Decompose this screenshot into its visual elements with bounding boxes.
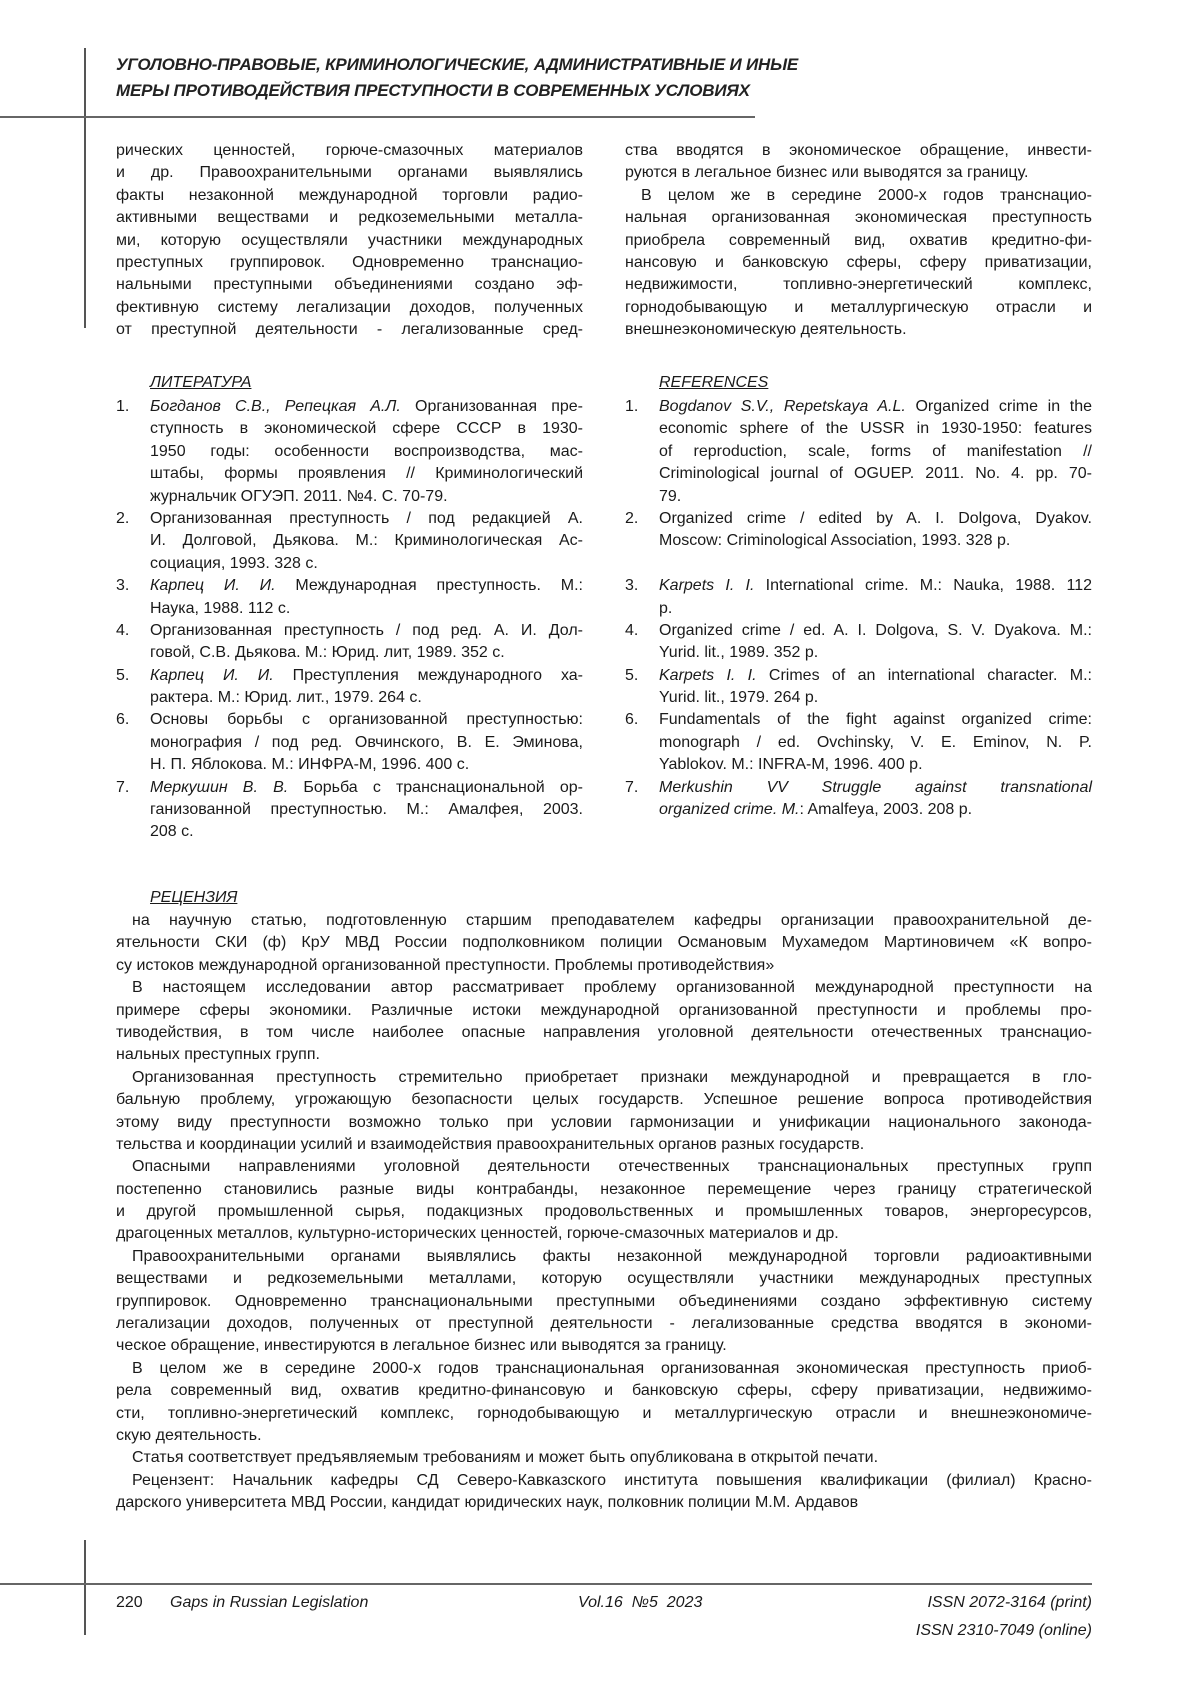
- reference-text: [659, 777, 1092, 844]
- reference-line-text: 79.: [659, 488, 681, 505]
- reference-line-text: organized crime. M.: Amalfeya, 2003. 208 p.: [659, 801, 972, 818]
- reference-line: [659, 709, 1092, 731]
- body-text-line: от преступной деятельности - легализованные сред-: [116, 319, 583, 341]
- review-heading: РЕЦЕНЗИЯ: [150, 887, 237, 909]
- review-text-line: тиводействия, в том числе наиболее опасные направления уголовной деятельности отечественных транснацио-: [116, 1022, 1092, 1044]
- reference-line-text: И. Долговой, Дьякова. М.: Криминологическая Ас-: [150, 532, 583, 549]
- reference-line-text: Yurid. lit., 1979. 264 p.: [659, 689, 818, 706]
- reference-number: 1.: [116, 396, 150, 508]
- journal-name: Gaps in Russian Legislation: [170, 1594, 368, 1612]
- reference-line-text: of reproduction, scale, forms of manifestation //: [659, 443, 1092, 460]
- reference-authors: Карпец И. И.: [150, 667, 274, 684]
- reference-line: [659, 620, 1092, 642]
- reference-line-text: социация, 1993. 328 с.: [150, 555, 318, 572]
- reference-text: [659, 709, 1092, 776]
- reference-text: [150, 665, 583, 710]
- reference-item-ru: [116, 508, 583, 575]
- reference-text: [659, 508, 1092, 575]
- review-text-line: веществами и редкоземельными металлами, которую осуществляли участники международных преступных: [116, 1268, 1092, 1290]
- review-text-line: и другой промышленной сырья, подакцизных продовольственных и промышленных товаров, энергоресурсов,: [116, 1201, 1092, 1223]
- reference-number: 7.: [116, 777, 150, 844]
- reference-item-en: [625, 575, 1092, 620]
- reference-line-text: Organized crime / ed. A. I. Dolgova, S. V. Dyakova. M.:: [659, 622, 1092, 639]
- reference-text: [659, 620, 1092, 665]
- reference-line: [659, 754, 1092, 776]
- page-number: 220: [116, 1594, 143, 1612]
- reference-number: 5.: [116, 665, 150, 710]
- reference-line-text: Yablokov. M.: INFRA-M, 1996. 400 p.: [659, 756, 923, 773]
- reference-text: [150, 396, 583, 508]
- body-text-line: ми, которую осуществляли участники международных: [116, 230, 583, 252]
- review-body: [116, 910, 1092, 1515]
- body-text-line: нальными преступными объединениями создано эф-: [116, 274, 583, 296]
- reference-line: [150, 598, 583, 620]
- reference-line: [659, 530, 1092, 552]
- review-text-line: бальную проблему, угрожающую безопасности целых государств. Успешное решение вопроса противодействия: [116, 1089, 1092, 1111]
- review-text-line: легализации доходов, полученных от преступной деятельности - легализованные средства вводятся в экономи-: [116, 1313, 1092, 1335]
- reference-line: [150, 620, 583, 642]
- body-text-line: руются в легальное бизнес или выводятся за границу.: [625, 162, 1092, 184]
- reference-number: 7.: [625, 777, 659, 844]
- review-text-line: скую деятельность.: [116, 1425, 1092, 1447]
- review-text-line: Правоохранительными органами выявлялись факты незаконной международной торговли радиоактивными: [116, 1246, 1092, 1268]
- review-text-line: на научную статью, подготовленную старшим преподавателем кафедры организации правоохранительной де-: [116, 910, 1092, 932]
- review-text-line: Рецензент: Начальник кафедры СД Северо-Кавказского института повышения квалификации (филиал) Красно-: [116, 1470, 1092, 1492]
- body-text-line: активными веществами и редкоземельными металла-: [116, 207, 583, 229]
- reference-line-text: Организованная пре-: [415, 398, 583, 415]
- reference-line: [150, 754, 583, 776]
- reference-authors: Карпец И. И.: [150, 577, 276, 594]
- reference-item-ru: [116, 396, 583, 508]
- section-title-line: МЕРЫ ПРОТИВОДЕЙСТВИЯ ПРЕСТУПНОСТИ В СОВРЕМЕННЫХ УСЛОВИЯХ: [116, 78, 798, 104]
- reference-line-text: журнальчик ОГУЭП. 2011. №4. С. 70-79.: [150, 488, 448, 505]
- issue-info: Vol.16 №5 2023: [578, 1594, 702, 1612]
- reference-line: [150, 687, 583, 709]
- issn-print: ISSN 2072-3164 (print): [927, 1594, 1092, 1612]
- reference-line: [659, 418, 1092, 440]
- literature-heading-en: REFERENCES: [659, 372, 768, 394]
- reference-line: [150, 777, 583, 799]
- reference-line-text: Organized crime / edited by A. I. Dolgova, Dyakov.: [659, 510, 1092, 527]
- reference-number: 4.: [625, 620, 659, 665]
- reference-line-text: Преступления международного ха-: [293, 667, 583, 684]
- reference-item-en: [625, 665, 1092, 710]
- reference-line-text: Основы борьбы с организованной преступностью:: [150, 711, 583, 728]
- reference-text: [150, 777, 583, 844]
- reference-number: 4.: [116, 620, 150, 665]
- reference-line-text: monograph / ed. Ovchinsky, V. E. Eminov, N. P.: [659, 734, 1092, 751]
- footer-horizontal-rule: [0, 1583, 1092, 1585]
- reference-line-text: Международная преступность. М.:: [295, 577, 583, 594]
- reference-number: 6.: [116, 709, 150, 776]
- reference-authors: Bogdanov S.V., Repetskaya A.L.: [659, 398, 906, 415]
- reference-line-text: штабы, формы проявления // Криминологический: [150, 465, 583, 482]
- reference-line: [659, 799, 1092, 821]
- body-text-line: внешнеэкономическую деятельность.: [625, 319, 1092, 341]
- reference-number: 6.: [625, 709, 659, 776]
- reference-line-text: 208 с.: [150, 823, 194, 840]
- body-right-column: [625, 140, 1092, 342]
- reference-line: [659, 396, 1092, 418]
- reference-line: [659, 687, 1092, 709]
- reference-number: 3.: [625, 575, 659, 620]
- reference-line-text: Yurid. lit., 1989. 352 p.: [659, 644, 818, 661]
- reference-line-text: Организованная преступность / под редакцией А.: [150, 510, 583, 527]
- review-text-line: ческое обращение, инвестируются в легальное бизнес или выводятся за границу.: [116, 1335, 1092, 1357]
- reference-line-text: Организованная преступность / под ред. А. И. Дол-: [150, 622, 583, 639]
- reference-line: [659, 441, 1092, 463]
- reference-item-en: [625, 396, 1092, 508]
- body-text-line: нансовую и банковскую сферы, сферу приватизации,: [625, 252, 1092, 274]
- reference-line-text: Criminological journal of OGUEP. 2011. No. 4. pp. 70-: [659, 465, 1092, 482]
- reference-line: [659, 486, 1092, 508]
- review-text-line: ятельности СКИ (ф) КрУ МВД России подполковником полиции Османовым Мухамедом Мартиновичем «К вопро-: [116, 932, 1092, 954]
- reference-line-text: говой, С.В. Дьякова. М.: Юрид. лит, 1989. 352 с.: [150, 644, 505, 661]
- reference-line: [659, 575, 1092, 597]
- review-text-line: этому виду преступности возможно только при условии гармонизации и унификации национального законода-: [116, 1112, 1092, 1134]
- reference-number: 2.: [625, 508, 659, 575]
- reference-authors: Меркушин В. В.: [150, 779, 288, 796]
- header-vertical-rule: [84, 48, 86, 328]
- body-left-column: [116, 140, 583, 342]
- review-text-line: дарского университета МВД России, кандидат юридических наук, полковник полиции М.М. Ардавов: [116, 1492, 1092, 1514]
- reference-line: [150, 396, 583, 418]
- review-text-line: В целом же в середине 2000-х годов транснациональная организованная экономическая преступность приоб-: [116, 1358, 1092, 1380]
- reference-authors: Karpets I. I.: [659, 577, 754, 594]
- reference-text: [659, 575, 1092, 620]
- reference-line-text: рактера. М.: Юрид. лит., 1979. 264 с.: [150, 689, 422, 706]
- review-text-line: тельства и координации усилий и взаимодействия правоохранительных органов разных государств.: [116, 1134, 1092, 1156]
- reference-line: [150, 553, 583, 575]
- reference-item-en: [625, 709, 1092, 776]
- reference-line: [659, 777, 1092, 799]
- reference-line-text: 1950 годы: особенности воспроизводства, мас-: [150, 443, 583, 460]
- reference-line: [150, 486, 583, 508]
- review-text-line: группировок. Одновременно транснациональными преступными объединениями создано эффективную систему: [116, 1291, 1092, 1313]
- body-text-line: В целом же в середине 2000-х годов транснацио-: [625, 185, 1092, 207]
- review-text-line: Организованная преступность стремительно приобретает признаки международной и превращается в гло-: [116, 1067, 1092, 1089]
- body-text-line: фективную систему легализации доходов, полученных: [116, 297, 583, 319]
- review-text-line: су истоков международной организованной преступности. Проблемы противодействия»: [116, 955, 1092, 977]
- reference-text: [150, 508, 583, 575]
- reference-item-en: [625, 777, 1092, 844]
- reference-line: [150, 508, 583, 530]
- body-text-line: нальная организованная экономическая преступность: [625, 207, 1092, 229]
- review-text-line: Статья соответствует предъявляемым требованиям и может быть опубликована в открытой печати.: [116, 1447, 1092, 1469]
- reference-line-text: ступность в экономической сфере СССР в 1930-: [150, 420, 583, 437]
- reference-line: [659, 642, 1092, 664]
- reference-line-text: International crime. M.: Nauka, 1988. 112: [766, 577, 1092, 594]
- review-text-line: сти, топливно-энергетический комплекс, горнодобывающую и металлургическую отрасли и внешнеэкономиче-: [116, 1403, 1092, 1425]
- reference-line: [659, 665, 1092, 687]
- reference-item-ru: [116, 777, 583, 844]
- reference-line: [150, 463, 583, 485]
- review-text-line: В настоящем исследовании автор рассматривает проблему организованной международной преступности на: [116, 977, 1092, 999]
- reference-item-ru: [116, 709, 583, 776]
- issn-online: ISSN 2310-7049 (online): [916, 1622, 1092, 1640]
- reference-line-text: economic sphere of the USSR in 1930-1950: features: [659, 420, 1092, 437]
- reference-line: [659, 598, 1092, 620]
- body-text-line: недвижимости, топливно-энергетический комплекс,: [625, 274, 1092, 296]
- reference-line-text: p.: [659, 600, 672, 617]
- reference-line: [150, 575, 583, 597]
- reference-line: [150, 418, 583, 440]
- review-text-line: рела современный вид, охватив кредитно-финансовую и банковскую сферы, сферу приватизации, недвижимо-: [116, 1380, 1092, 1402]
- section-title-line: УГОЛОВНО-ПРАВОВЫЕ, КРИМИНОЛОГИЧЕСКИЕ, АДМИНИСТРАТИВНЫЕ И ИНЫЕ: [116, 52, 798, 78]
- review-text-line: примере сферы экономики. Различные истоки международной организованной преступности и проблемы про-: [116, 1000, 1092, 1022]
- reference-line: [150, 665, 583, 687]
- body-text-line: горнодобывающую и металлургическую отрасли и: [625, 297, 1092, 319]
- reference-line: [150, 530, 583, 552]
- reference-line-text: ганизованной преступностью. М.: Амалфея, 2003.: [150, 801, 583, 818]
- review-text-line: драгоценных металлов, культурно-исторических ценностей, горюче-смазочных материалов и др.: [116, 1223, 1092, 1245]
- reference-authors: Богданов С.В., Репецкая А.Л.: [150, 398, 401, 415]
- reference-line: [150, 732, 583, 754]
- reference-authors: Merkushin VV Struggle against transnational: [659, 779, 1092, 796]
- body-text-line: ства вводятся в экономическое обращение, инвести-: [625, 140, 1092, 162]
- reference-text: [150, 575, 583, 620]
- reference-line: [150, 441, 583, 463]
- reference-line-text: Crimes of an international character. M.:: [769, 667, 1092, 684]
- reference-text: [659, 396, 1092, 508]
- reference-line-text: Organized crime in the: [915, 398, 1092, 415]
- reference-line: [659, 463, 1092, 485]
- body-text-line: преступных группировок. Одновременно транснацио-: [116, 252, 583, 274]
- reference-text: [659, 665, 1092, 710]
- reference-line: [150, 642, 583, 664]
- reference-line: [150, 821, 583, 843]
- section-title: [116, 52, 798, 104]
- reference-line-text: монография / под ред. Овчинского, В. Е. Эминова,: [150, 734, 583, 751]
- reference-line: [659, 732, 1092, 754]
- body-text-line: рических ценностей, горюче-смазочных материалов: [116, 140, 583, 162]
- review-text-line: нальных преступных групп.: [116, 1044, 1092, 1066]
- body-text-line: и др. Правоохранительными органами выявлялись: [116, 162, 583, 184]
- reference-line: [659, 508, 1092, 530]
- reference-number: 3.: [116, 575, 150, 620]
- body-text-line: факты незаконной международной торговли радио-: [116, 185, 583, 207]
- reference-authors: Karpets I. I.: [659, 667, 757, 684]
- review-text-line: постепенно становились разные виды контрабанды, незаконное перемещение через границу стратегической: [116, 1179, 1092, 1201]
- reference-line: [150, 709, 583, 731]
- reference-list: [116, 396, 1092, 844]
- reference-line-text: Наука, 1988. 112 с.: [150, 600, 290, 617]
- reference-line: [150, 799, 583, 821]
- reference-item-en: [625, 508, 1092, 575]
- reference-item-en: [625, 620, 1092, 665]
- reference-item-ru: [116, 665, 583, 710]
- literature-heading-ru: ЛИТЕРАТУРА: [150, 372, 251, 394]
- reference-number: 5.: [625, 665, 659, 710]
- reference-text: [150, 620, 583, 665]
- reference-item-ru: [116, 575, 583, 620]
- header-horizontal-rule: [0, 116, 755, 118]
- footer-vertical-rule: [84, 1540, 86, 1635]
- reference-line-text: Fundamentals of the fight against organized crime:: [659, 711, 1092, 728]
- review-text-line: Опасными направлениями уголовной деятельности отечественных транснациональных преступных групп: [116, 1156, 1092, 1178]
- reference-number: 2.: [116, 508, 150, 575]
- body-text-line: приобрела современный вид, охватив кредитно-фи-: [625, 230, 1092, 252]
- reference-text: [150, 709, 583, 776]
- reference-line-text: Борьба с транснациональной ор-: [303, 779, 583, 796]
- reference-item-ru: [116, 620, 583, 665]
- reference-number: 1.: [625, 396, 659, 508]
- reference-line-text: Moscow: Criminological Association, 1993. 328 p.: [659, 532, 1010, 549]
- reference-line-text: Н. П. Яблокова. М.: ИНФРА-М, 1996. 400 с.: [150, 756, 469, 773]
